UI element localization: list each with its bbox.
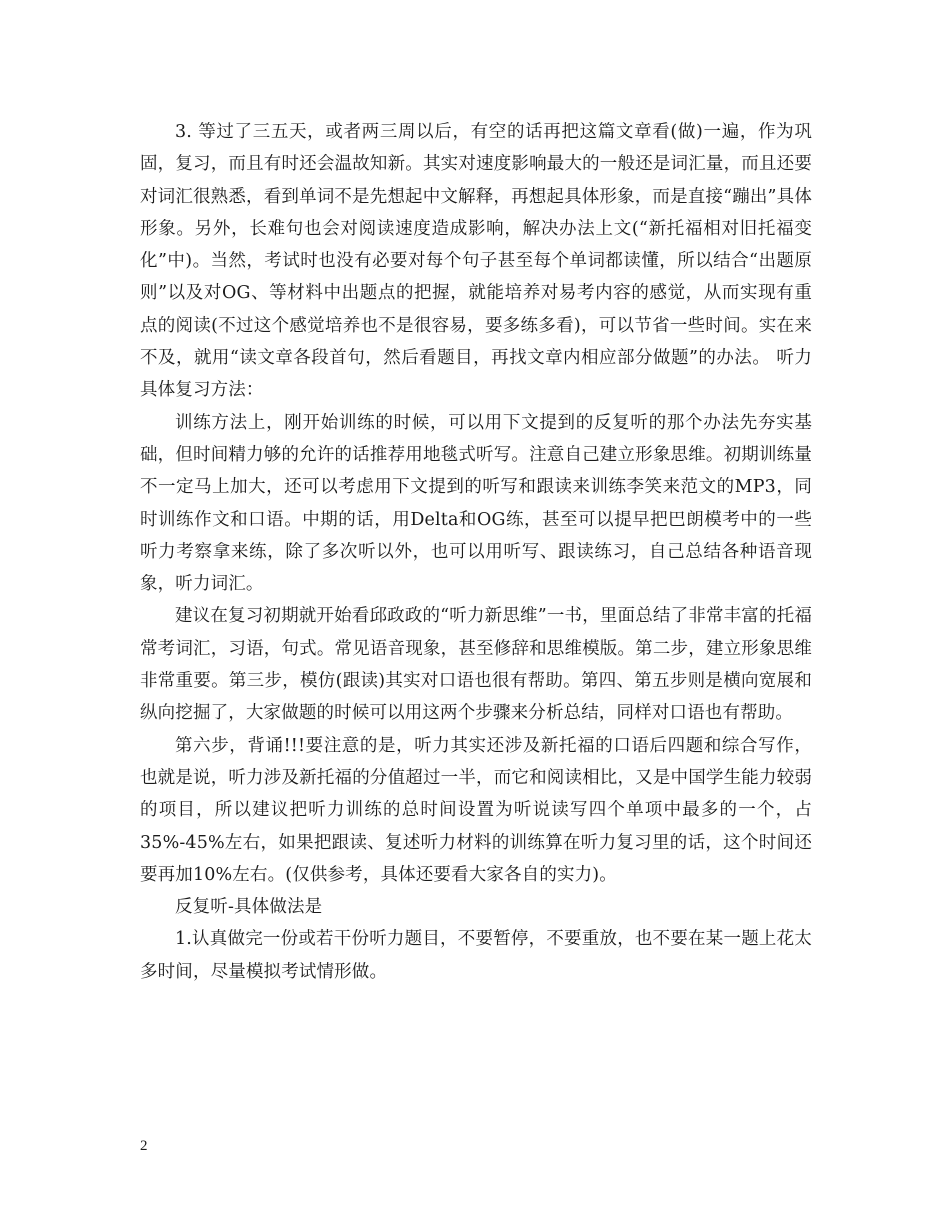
paragraph-listening-training-method: 训练方法上，刚开始训练的时候，可以用下文提到的反复听的那个办法先夯实基础，但时间精力够的允许的话推荐用地毯式听写。注意自己建立形象思维。初期训练量不一定马上加大，还可以考虑用下文提到的听写和跟读来训练李笑来范文的MP3，同时训练作文和口语。中期的话，用Delta和OG练，甚至可以提早把巴朗模考中的一些听力考察拿来练，除了多次听以外，也可以用听写、跟读练习，自己总结各种语音现象，听力词汇。 — [140, 412, 812, 595]
page-number: 2 — [140, 1138, 148, 1154]
document-body — [140, 116, 812, 988]
paragraph-step-one: 1.认真做完一份或若干份听力题目，不要暂停，不要重放，也不要在某一题上花太多时间，尽量模拟考试情形做。 — [140, 929, 812, 982]
paragraph-repeat-listening-heading: 反复听-具体做法是 — [175, 897, 323, 918]
paragraph-step-six-recitation: 第六步，背诵!!!要注意的是，听力其实还涉及新托福的口语后四题和综合写作，也就是说，听力涉及新托福的分值超过一半，而它和阅读相比，又是中国学生能力较弱的项目，所以建议把听力训练的总时间设置为听说读写四个单项中最多的一个，占35%-45%左右，如果把跟读、复述听力材料的训练算在听力复习里的话，这个时间还要再加10%左右。(仅供参考，具体还要看大家各自的实力)。 — [140, 735, 812, 885]
paragraph-reading-review: 3. 等过了三五天，或者两三周以后，有空的话再把这篇文章看(做)一遍，作为巩固，复习，而且有时还会温故知新。其实对速度影响最大的一般还是词汇量，而且还要对词汇很熟悉，看到单词不是先想起中文解释，再想起具体形象，而是直接“蹦出”具体形象。另外，长难句也会对阅读速度造成影响，解决办法上文(“新托福相对旧托福变化”中)。当然，考试时也没有必要对每个句子甚至每个单词都读懂，所以结合“出题原则”以及对OG、等材料中出题点的把握，就能培养对易考内容的感觉，从而实现有重点的阅读(不过这个感觉培养也不是很容易，要多练多看)，可以节省一些时间。实在来不及，就用“读文章各段首句，然后看题目，再找文章内相应部分做题”的办法。 听力具体复习方法： — [140, 122, 812, 401]
paragraph-listening-book-advice: 建议在复习初期就开始看邱政政的“听力新思维”一书，里面总结了非常丰富的托福常考词汇，习语，句式。常见语音现象，甚至修辞和思维模版。第二步，建立形象思维非常重要。第三步，模仿(跟读)其实对口语也很有帮助。第四、第五步则是横向宽展和纵向挖掘了，大家做题的时候可以用这两个步骤来分析总结，同样对口语也有帮助。 — [140, 606, 812, 724]
